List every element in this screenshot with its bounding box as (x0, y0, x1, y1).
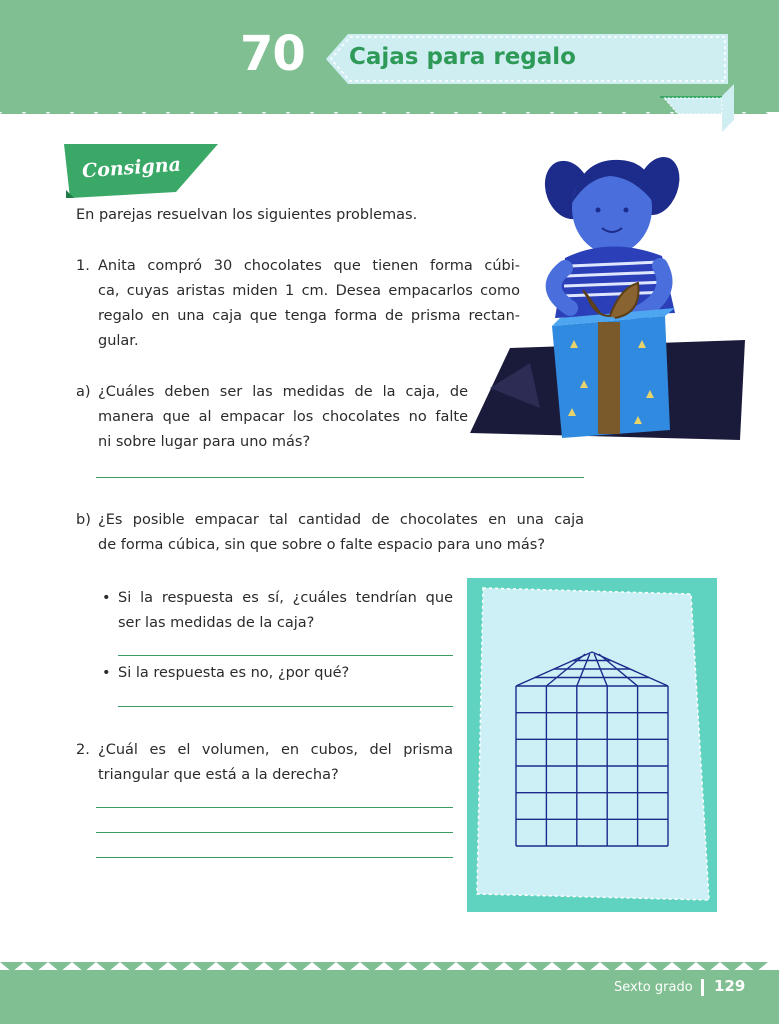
girl-gift-illustration (470, 148, 750, 448)
problem-1-line-4: gular. (98, 333, 139, 349)
problem-1-line-2: ca, cuyas aristas miden 1 cm. Desea empacarlos como (98, 283, 520, 299)
problem-2-number: 2. (76, 742, 90, 758)
part-b-label: b) (76, 512, 91, 528)
footer-separator (701, 979, 704, 996)
intro-text: En parejas resuelvan los siguientes problemas. (76, 207, 418, 223)
bullet-dot: • (102, 665, 111, 681)
lesson-number: 70 (240, 26, 305, 82)
answer-line-a[interactable] (96, 477, 584, 478)
part-a-line-3: ni sobre lugar para uno más? (98, 434, 311, 450)
answer-line-2b[interactable] (96, 832, 453, 833)
bullet-no-line-1: Si la respuesta es no, ¿por qué? (118, 665, 350, 681)
problem-1-line-1: Anita compró 30 chocolates que tienen forma cúbi- (98, 258, 520, 274)
answer-line-2a[interactable] (96, 807, 453, 808)
part-b-line-2: de forma cúbica, sin que sobre o falte espacio para uno más? (98, 537, 546, 553)
problem-1-number: 1. (76, 258, 90, 274)
answer-line-2c[interactable] (96, 857, 453, 858)
banner-ribbon-fold (660, 84, 740, 134)
page-number: 129 (714, 977, 746, 995)
part-a-label: a) (76, 384, 91, 400)
lesson-title: Cajas para regalo (349, 44, 576, 70)
answer-line-b-no[interactable] (118, 706, 453, 707)
footer-band (0, 970, 779, 1024)
consigna-label: Consigna (81, 153, 182, 183)
bullet-dot: • (102, 590, 111, 606)
bullet-yes-line-1: Si la respuesta es sí, ¿cuáles tendrían que (118, 590, 453, 606)
footer-grade: Sexto grado (614, 980, 693, 995)
bullet-yes-line-2: ser las medidas de la caja? (118, 615, 315, 631)
footer-zigzag-edge (0, 962, 779, 972)
part-a-line-2: manera que al empacar los chocolates no falte (98, 409, 468, 425)
answer-line-b-yes[interactable] (118, 655, 453, 656)
problem-2-line-2: triangular que está a la derecha? (98, 767, 339, 783)
part-a-line-1: ¿Cuáles deben ser las medidas de la caja, de (98, 384, 468, 400)
part-b-line-1: ¿Es posible empacar tal cantidad de chocolates en una caja (98, 512, 584, 528)
problem-1-line-3: regalo en una caja que tenga forma de prisma rectan- (98, 308, 520, 324)
problem-2-line-1: ¿Cuál es el volumen, en cubos, del prisma (98, 742, 453, 758)
triangular-prism-drawing (510, 648, 675, 850)
